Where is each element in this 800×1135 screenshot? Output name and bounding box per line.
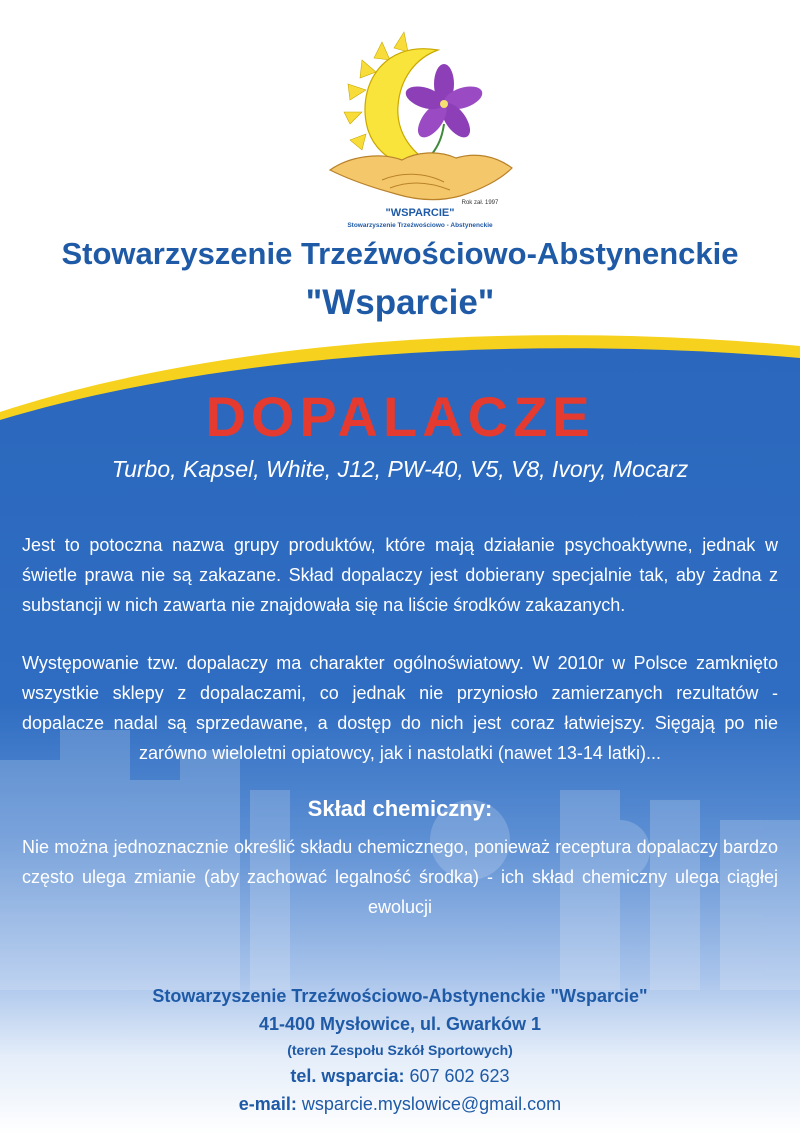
handshake-icon [330,153,512,200]
logo-name-text: "WSPARCIE" [385,207,455,219]
org-title-line2: "Wsparcie" [305,283,495,322]
product-names: Turbo, Kapsel, White, J12, PW-40, V5, V8, Ivory, Mocarz [111,456,689,482]
email-address[interactable]: wsparcie.myslowice@gmail.com [301,1094,562,1114]
contact-footer [0,982,800,1118]
footer-org: Stowarzyszenie Trzeźwościowo-Abstynenckie "Wsparcie" [152,986,648,1006]
headline: DOPALACZE [205,385,595,448]
footer-address: 41-400 Mysłowice, ul. Gwarków 1 [258,1014,542,1034]
footer-phone-line [0,1062,800,1090]
logo-year-text: Rok zał. 1997 [461,200,499,206]
email-label: e-mail: [238,1094,297,1114]
association-logo [320,20,520,235]
logo-org-text: Stowarzyszenie Trzeźwościowo - Abstynenckie [347,222,493,229]
flower-icon [403,64,485,154]
paragraph-chemical: Nie można jednoznacznie określić składu chemicznego, ponieważ receptura dopalaczy bardzo często ulega zmianie (aby zachować legalność środka) - ich skład chemiczny ulega ciągłej ewolucji [22,837,778,917]
org-title-line1: Stowarzyszenie Trzeźwościowo-Abstynenckie [61,236,739,271]
footer-address-note: (teren Zespołu Szkół Sportowych) [287,1042,513,1058]
phone-label: tel. wsparcia: [290,1066,405,1086]
chemical-composition-heading: Skład chemiczny: [307,796,493,821]
paragraph-definition: Jest to potoczna nazwa grupy produktów, które mają działanie psychoaktywne, jednak w świetle prawa nie są zakazane. Skład dopalaczy jest dobierany specjalnie tak, aby żadna z substancji w nich zawarta nie znajdowała się na liście środków zakazanych. [22,535,778,615]
paragraph-occurrence: Występowanie tzw. dopalaczy ma charakter ogólnoświatowy. W 2010r w Polsce zamknięto wszystkie sklepy z dopalaczami, co jednak nie przyniosło zamierzanych rezultatów - dopalacze nadal są sprzedawane, a dostęp do nich jest coraz łatwiejszy. Sięgają po nie zarówno wieloletni opiatowcy, jak i nastolatki (nawet 13-14 latki)... [22,653,778,763]
footer-email-line [0,1090,800,1118]
phone-number[interactable]: 607 602 623 [409,1066,510,1086]
